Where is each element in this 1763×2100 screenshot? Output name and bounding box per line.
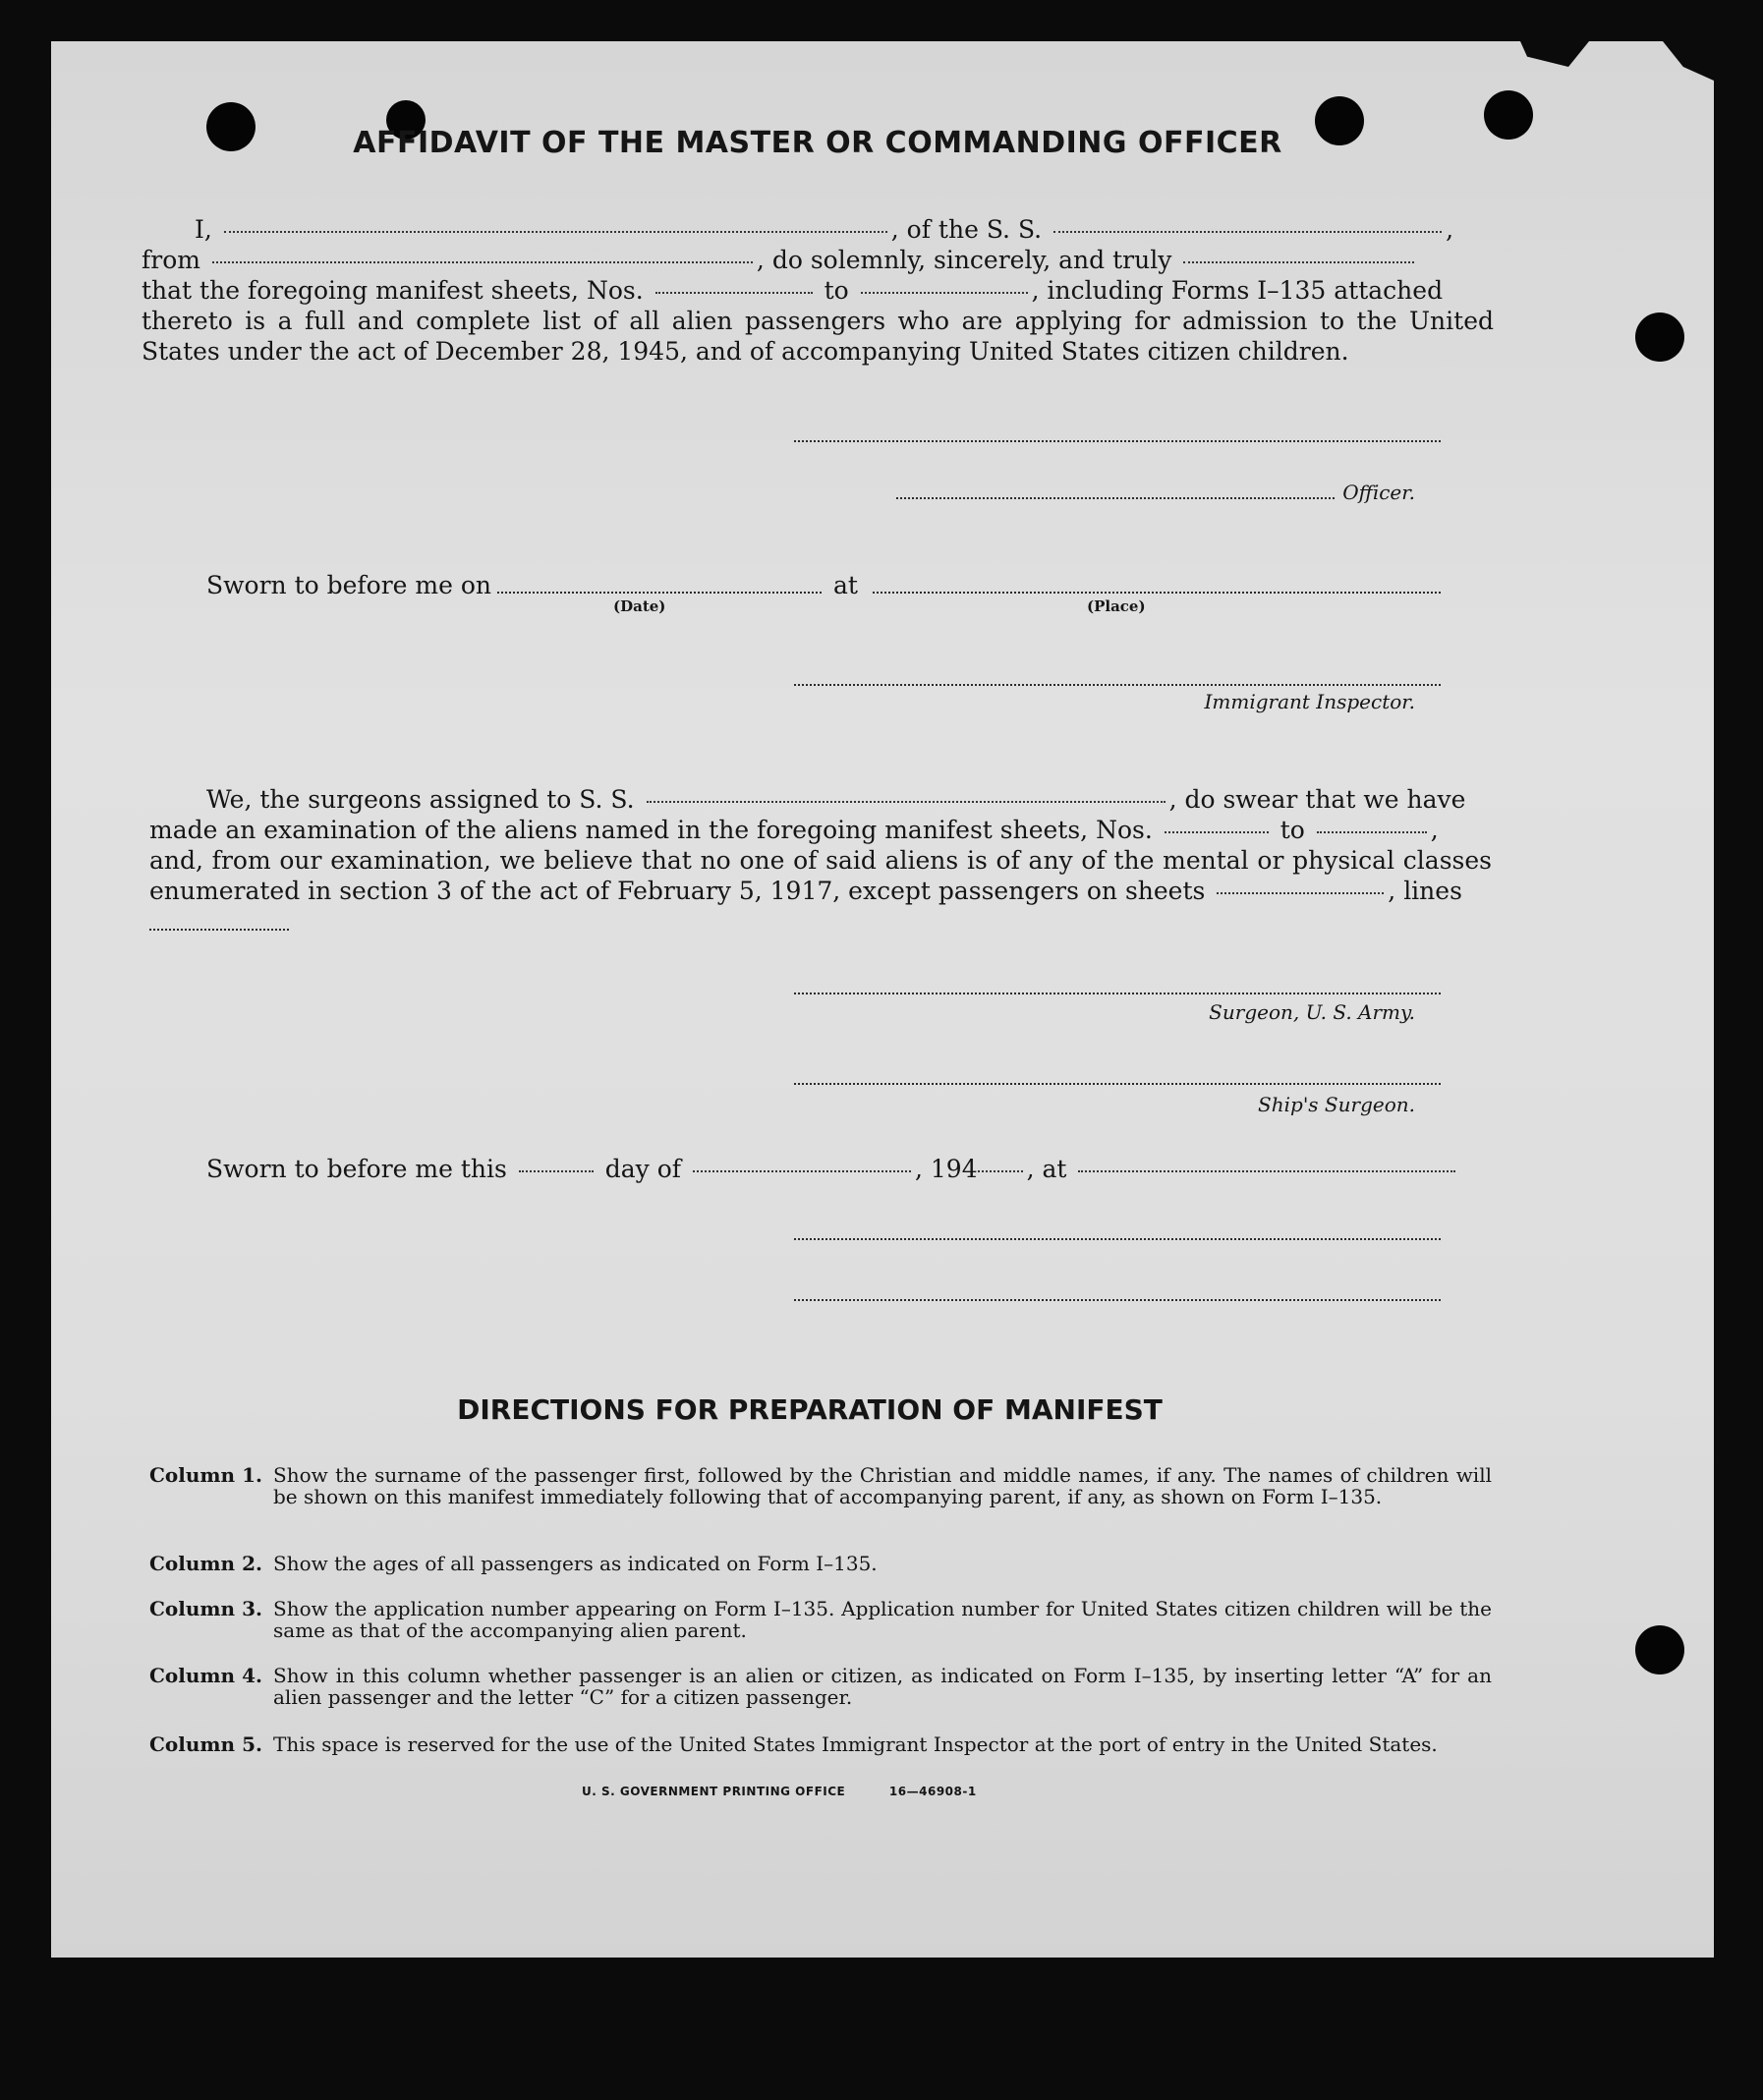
directions-title: DIRECTIONS FOR PREPARATION OF MANIFEST	[457, 1393, 1163, 1426]
punch-hole	[1635, 1625, 1684, 1674]
place-caption: (Place)	[1087, 597, 1146, 615]
month-blank[interactable]	[693, 1170, 911, 1172]
direction-column-1	[149, 1464, 1492, 1529]
army-surgeon-label: Surgeon, U. S. Army.	[1209, 1000, 1415, 1024]
text: to	[1280, 816, 1305, 844]
text: , 194	[915, 1155, 978, 1183]
text: to	[824, 276, 849, 305]
signature-line[interactable]	[794, 1299, 1441, 1301]
punch-hole	[1635, 312, 1684, 362]
text: , of the S. S.	[890, 215, 1043, 244]
inspector-signature-line[interactable]	[794, 684, 1441, 686]
surgeon-ship-blank[interactable]	[647, 801, 1166, 803]
lines-blank[interactable]	[149, 929, 289, 931]
day-blank[interactable]	[519, 1170, 594, 1172]
surgeon-sheet-from-blank[interactable]	[1165, 831, 1269, 833]
inspector-label: Immigrant Inspector.	[1204, 690, 1415, 713]
date-caption: (Date)	[613, 597, 666, 615]
direction-column-3	[149, 1598, 1492, 1641]
direction-text: Show the surname of the passenger first, followed by the Christian and middle names, if any. The names of children will be shown on this manifest immediately following that of accompanying parent, if any, as shown on Form I–135.	[273, 1463, 1492, 1508]
sworn-this-line	[206, 1154, 1459, 1184]
name-blank[interactable]	[224, 231, 887, 233]
printer-imprint	[582, 1785, 977, 1798]
army-surgeon-signature-line[interactable]	[794, 993, 1441, 994]
ship-surgeon-signature-line[interactable]	[794, 1083, 1441, 1085]
torn-edge	[1520, 41, 1589, 67]
sworn-place-blank[interactable]	[1078, 1170, 1455, 1172]
date-field[interactable]	[497, 592, 822, 594]
text: I,	[195, 215, 212, 244]
text: Sworn to before me this	[206, 1155, 507, 1183]
surgeons-line-2	[149, 815, 1439, 845]
direction-text: Show in this column whether passenger is an alien or citizen, as indicated on Form I–135, by inserting letter “A” for an alien passenger and the letter “C” for a citizen passenger.	[273, 1664, 1492, 1709]
text: , lines	[1388, 877, 1462, 905]
direction-label: Column 2.	[149, 1552, 262, 1575]
text: ,	[1446, 215, 1454, 244]
text: day of	[604, 1155, 682, 1183]
surgeon-sheet-to-blank[interactable]	[1317, 831, 1427, 833]
direction-text: Show the application number appearing on Form I–135. Application number for United States citizen children will be the same as that of the accompanying alien parent.	[273, 1597, 1492, 1642]
surgeons-line-3: and, from our examination, we believe that no one of said aliens is of any of the mental or physical classes	[149, 846, 1492, 875]
place-field[interactable]	[873, 592, 1441, 594]
text: enumerated in section 3 of the act of February 5, 1917, except passengers on sheets	[149, 877, 1206, 905]
direction-column-2	[149, 1553, 1492, 1574]
form-code: 16—46908-1	[888, 1785, 977, 1798]
year-blank[interactable]	[978, 1170, 1023, 1172]
affidavit-line-2	[142, 245, 1418, 275]
surgeons-line-1	[206, 784, 1465, 815]
direction-label: Column 4.	[149, 1664, 262, 1687]
text: made an examination of the aliens named in the foregoing manifest sheets, Nos.	[149, 816, 1153, 844]
text: , at	[1026, 1155, 1067, 1183]
affidavit-line-4: thereto is a full and complete list of all alien passengers who are applying for admission to the United	[142, 307, 1494, 335]
form-sheet	[51, 41, 1714, 1958]
direction-label: Column 5.	[149, 1732, 262, 1756]
text: We, the surgeons assigned to S. S.	[206, 785, 635, 814]
sworn-at: at	[833, 571, 858, 599]
oath-blank[interactable]	[1183, 261, 1414, 263]
sheet-to-blank[interactable]	[861, 292, 1028, 294]
affidavit-line-1	[195, 214, 1453, 245]
direction-column-4	[149, 1665, 1492, 1708]
affidavit-line-5: States under the act of December 28, 1945, and of accompanying United States citizen children.	[142, 337, 1349, 366]
from-blank[interactable]	[212, 261, 753, 263]
surgeons-line-4	[149, 876, 1462, 906]
affidavit-line-3	[142, 275, 1443, 306]
officer-signature-line[interactable]	[896, 497, 1335, 499]
ship-blank[interactable]	[1053, 231, 1442, 233]
sworn-on-prefix: Sworn to before me on	[206, 571, 492, 599]
officer-label: Officer.	[1342, 481, 1415, 504]
torn-corner	[1663, 41, 1714, 81]
signature-line[interactable]	[794, 1238, 1441, 1240]
direction-label: Column 3.	[149, 1597, 262, 1620]
direction-text: This space is reserved for the use of the United States Immigrant Inspector at the port of entry in the United States.	[273, 1732, 1438, 1756]
ship-surgeon-label: Ship's Surgeon.	[1258, 1093, 1415, 1116]
text: ,	[1430, 816, 1439, 844]
affidavit-title: AFFIDAVIT OF THE MASTER OR COMMANDING OFFICER	[353, 126, 1282, 160]
printer-name: U. S. GOVERNMENT PRINTING OFFICE	[582, 1785, 846, 1798]
text: that the foregoing manifest sheets, Nos.	[142, 276, 644, 305]
except-sheets-blank[interactable]	[1217, 892, 1384, 894]
text: , including Forms I–135 attached	[1031, 276, 1444, 305]
sheet-from-blank[interactable]	[655, 292, 813, 294]
signature-line[interactable]	[794, 440, 1441, 442]
text: from	[142, 246, 200, 274]
direction-label: Column 1.	[149, 1463, 262, 1487]
direction-text: Show the ages of all passengers as indicated on Form I–135.	[273, 1552, 878, 1575]
direction-column-5	[149, 1733, 1492, 1777]
text: , do solemnly, sincerely, and truly	[756, 246, 1172, 274]
text: , do swear that we have	[1168, 785, 1466, 814]
